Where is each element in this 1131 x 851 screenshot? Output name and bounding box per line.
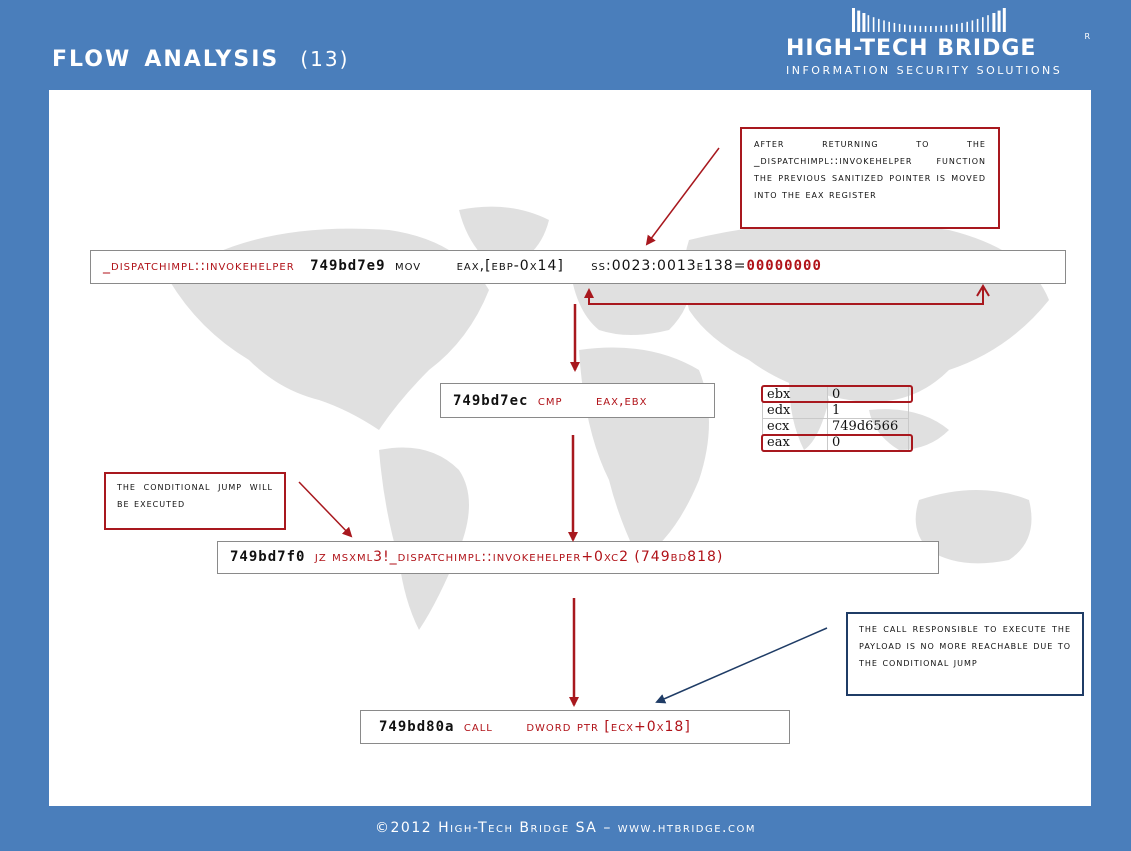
logo-tagline: INFORMATION SECURITY SOLUTIONS: [786, 64, 1063, 77]
memory-value: 00000000: [746, 258, 822, 274]
instruction-opcode: jz msxml3!_dispatchimpl::invokehelper+0xc2 (749bd818): [314, 549, 724, 565]
instruction-address: 749bd7f0: [230, 549, 306, 565]
register-row: [763, 403, 909, 419]
instruction-call-box: [360, 710, 790, 744]
logo-name: HIGH-TECH BRIDGE: [786, 36, 1037, 61]
instruction-operands: dword ptr [ecx+0x18]: [526, 719, 691, 735]
eax-highlight: [761, 434, 913, 452]
note-text: the call responsible to execute the payload is no more reachable due to the conditional jump: [859, 622, 1071, 669]
ebx-highlight: [761, 385, 913, 403]
register-name: ebx: [763, 387, 828, 403]
bridge-bars-icon: [852, 8, 1012, 34]
note-jump-executed: [104, 472, 286, 530]
register-name: ecx: [763, 419, 828, 435]
note-text: after returning to the _dispatchimpl::invokehelper function the previous sanitized pointer is moved into the eax register: [754, 137, 986, 201]
register-value: 0: [828, 387, 909, 403]
instruction-address: 749bd7ec: [453, 393, 529, 409]
memory-address: ss:0023:0013e138=: [591, 258, 747, 274]
slide-title: [52, 36, 349, 74]
instruction-mov-box: [90, 250, 1066, 284]
instruction-operands: eax,ebx: [595, 393, 648, 409]
note-text: the conditional jump will be executed: [117, 480, 273, 510]
register-value: 749d6566: [828, 419, 909, 435]
function-name: _dispatchimpl::invokehelper: [103, 258, 295, 274]
instruction-jz-box: [217, 541, 939, 574]
footer: ©2012 High-Tech Bridge SA – www.htbridge.com: [375, 820, 756, 836]
register-name: edx: [763, 403, 828, 419]
title-number: (13): [300, 47, 350, 71]
title-text: flow analysis: [52, 36, 280, 74]
instruction-cmp-box: [440, 383, 715, 418]
instruction-address: 749bd7e9: [310, 258, 386, 274]
instruction-address: 749bd80a: [379, 719, 455, 735]
note-call-unreachable: [846, 612, 1084, 696]
register-row: [763, 419, 909, 435]
register-value: 1: [828, 403, 909, 419]
register-value: 0: [828, 435, 909, 451]
instruction-operands: eax,[ebp-0x14]: [456, 258, 564, 274]
instruction-opcode: cmp: [537, 393, 563, 409]
instruction-opcode: call: [463, 719, 493, 735]
slide-content: [49, 90, 1091, 806]
logo-registered-mark: R: [1084, 32, 1090, 41]
company-logo: [782, 6, 1094, 80]
instruction-opcode: mov: [394, 258, 422, 274]
register-name: eax: [763, 435, 828, 451]
note-mov-explanation: [740, 127, 1000, 229]
